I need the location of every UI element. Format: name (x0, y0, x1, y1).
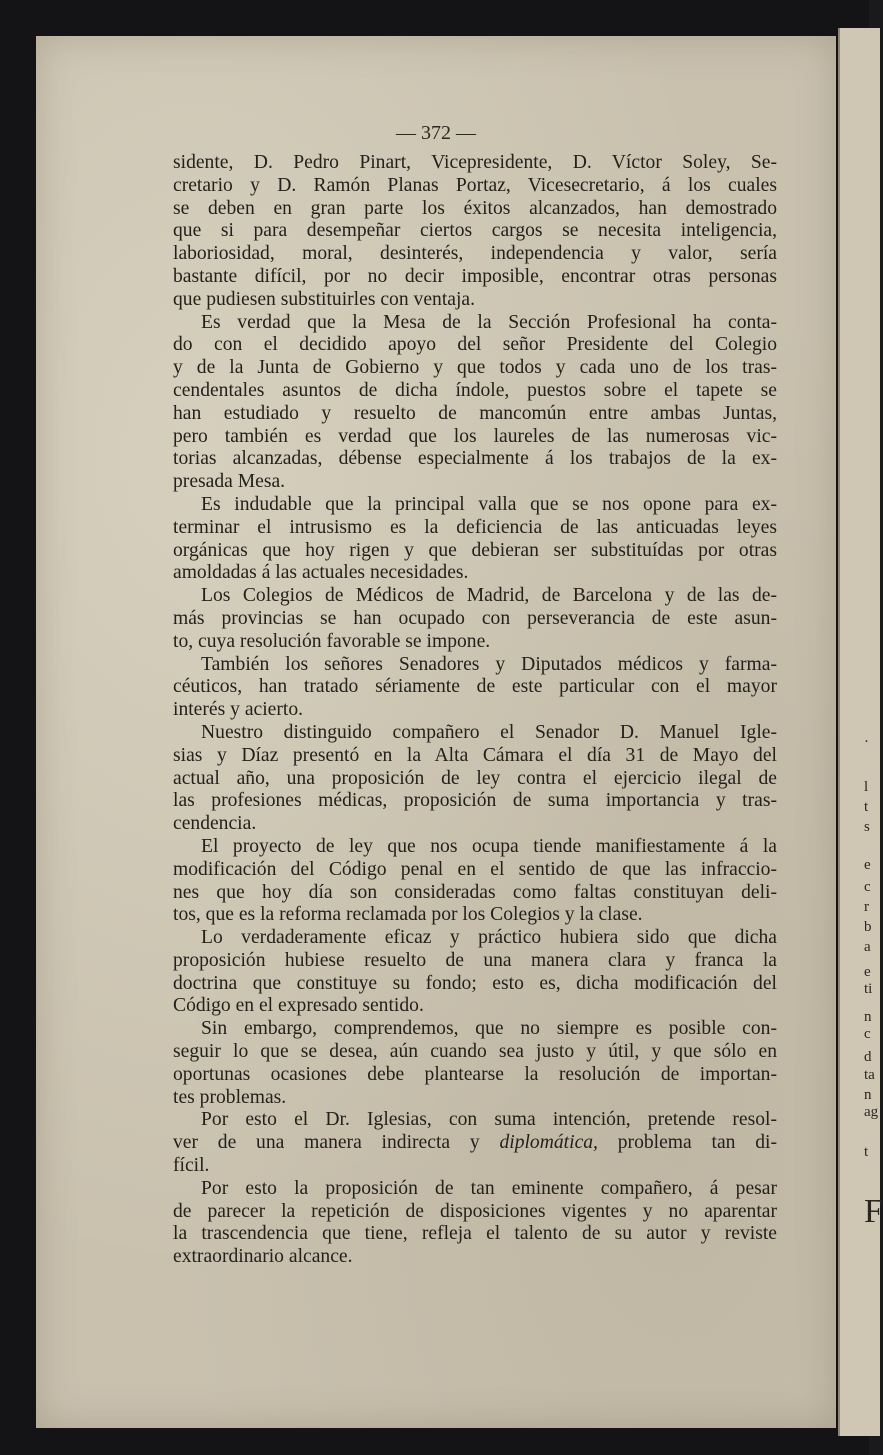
text-segment: problema tan di- (597, 1132, 777, 1154)
text-line: actual año, una proposición de ley contra el ejercicio ilegal de (173, 767, 777, 789)
text-line: Es verdad que la Mesa de la Sección Profesional ha conta- (201, 311, 777, 333)
text-line: terminar el intrusismo es la deficiencia de las anticuadas leyes (173, 516, 777, 538)
adjacent-page-fragment: ta (864, 1067, 875, 1083)
text-line: modificación del Código penal en el sentido de que las infraccio- (173, 858, 777, 880)
text-line: Código en el expresado sentido. (173, 995, 424, 1017)
text-line: proposición hubiese resuelto de una manera clara y franca la (173, 949, 777, 971)
text-line: las profesiones médicas, proposición de suma importancia y tras- (173, 790, 777, 812)
adjacent-page-fragment: ti (864, 981, 873, 997)
text-line: y de la Junta de Gobierno y que todos y cada uno de los tras- (173, 357, 777, 379)
text-line (173, 1132, 777, 1155)
text-line: Por esto el Dr. Iglesias, con suma intención, pretende resol- (201, 1109, 777, 1131)
text-segment: ver de una manera indirecta y (173, 1132, 500, 1154)
adjacent-page-fragment: n (864, 1009, 872, 1025)
adjacent-page-fragment: s (864, 819, 870, 835)
text-line: amoldadas á las actuales necesidades. (173, 562, 469, 584)
text-line: más provincias se han ocupado con perseverancia de este asun- (173, 607, 777, 629)
text-line: nes que hoy día son consideradas como faltas constituyan deli- (173, 881, 777, 903)
text-line: laboriosidad, moral, desinterés, independencia y valor, sería (173, 243, 777, 265)
adjacent-page-fragment: l (864, 779, 869, 795)
text-line: Sin embargo, comprendemos, que no siempre es posible con- (201, 1018, 777, 1040)
text-line: fícil. (173, 1155, 210, 1177)
text-line: Nuestro distinguido compañero el Senador D. Manuel Igle- (201, 721, 777, 743)
page-number: — 372 — (396, 122, 476, 144)
text-line: doctrina que constituye su fondo; esto es, dicha modificación del (173, 972, 777, 994)
text-line: cendencia. (173, 813, 257, 835)
text-line: se deben en gran parte los éxitos alcanzados, han demostrado (173, 197, 777, 219)
italic-text: diplomática, (499, 1132, 598, 1154)
text-line: que si para desempeñar ciertos cargos se necesita inteligencia, (173, 220, 777, 242)
adjacent-page-fragment: r (864, 899, 869, 915)
body-text (173, 152, 777, 1269)
text-line: de parecer la repetición de disposiciones vigentes y no aparentar (173, 1200, 777, 1222)
text-line: Por esto la proposición de tan eminente compañero, á pesar (201, 1177, 777, 1199)
book-page (36, 36, 836, 1428)
adjacent-page-fragment: · (864, 734, 869, 750)
text-line: pero también es verdad que los laureles de las numerosas vic- (173, 425, 777, 447)
text-line: do con el decidido apoyo del señor Presidente del Colegio (173, 334, 777, 356)
text-line: sias y Díaz presentó en la Alta Cámara el día 31 de Mayo del (173, 744, 777, 766)
text-line: seguir lo que se desea, aún cuando sea justo y útil, y que sólo en (173, 1041, 777, 1063)
adjacent-page-fragment: n (864, 1087, 872, 1103)
text-line: tes problemas. (173, 1086, 287, 1108)
text-line: Lo verdaderamente eficaz y práctico hubiera sido que dicha (201, 927, 777, 949)
text-line: cendentales asuntos de dicha índole, puestos sobre el tapete se (173, 379, 777, 401)
adjacent-page-fragment: b (864, 919, 872, 935)
text-line: la trascendencia que tiene, refleja el talento de su autor y reviste (173, 1223, 777, 1245)
text-line: También los señores Senadores y Diputados médicos y farma- (201, 653, 777, 675)
text-line: extraordinario alcance. (173, 1246, 353, 1268)
text-line: cretario y D. Ramón Planas Portaz, Vicesecretario, á los cuales (173, 174, 777, 196)
text-line: presada Mesa. (173, 471, 286, 493)
adjacent-page-fragment: a (864, 939, 871, 955)
text-line: oportunas ocasiones debe plantearse la resolución de importan- (173, 1063, 777, 1085)
adjacent-page-fragment: e (864, 857, 871, 873)
text-line: han estudiado y resuelto de mancomún entre ambas Juntas, (173, 402, 777, 424)
adjacent-page-edge (838, 28, 883, 1436)
text-line: sidente, D. Pedro Pinart, Vicepresidente, D. Víctor Soley, Se- (173, 152, 777, 173)
adjacent-page-fragment: ag (864, 1104, 879, 1120)
adjacent-page-fragment: t (864, 1144, 869, 1160)
text-line: orgánicas que hoy rigen y que debieran ser substituídas por otras (173, 539, 777, 561)
adjacent-page-fragment: c (864, 1026, 871, 1042)
adjacent-page-fragment: d (864, 1049, 872, 1065)
adjacent-page-fragment: e (864, 964, 871, 980)
adjacent-page-fragment: F (864, 1193, 883, 1230)
text-line: tos, que es la reforma reclamada por los Colegios y la clase. (173, 904, 643, 926)
adjacent-page-fragment: t (864, 799, 869, 815)
text-line: céuticos, han tratado sériamente de este particular con el mayor (173, 676, 777, 698)
adjacent-page-fragment: c (864, 879, 871, 895)
text-line: interés y acierto. (173, 699, 304, 721)
text-line: bastante difícil, por no decir imposible, encontrar otras personas (173, 265, 777, 287)
text-line: que pudiesen substituirles con ventaja. (173, 288, 476, 310)
text-line: Es indudable que la principal valla que se nos opone para ex- (201, 493, 777, 515)
text-line: to, cuya resolución favorable se impone. (173, 630, 491, 652)
text-line: Los Colegios de Médicos de Madrid, de Barcelona y de las de- (201, 585, 777, 607)
text-line: torias alcanzadas, débense especialmente á los trabajos de la ex- (173, 448, 777, 470)
text-line: El proyecto de ley que nos ocupa tiende manifiestamente á la (201, 835, 777, 857)
